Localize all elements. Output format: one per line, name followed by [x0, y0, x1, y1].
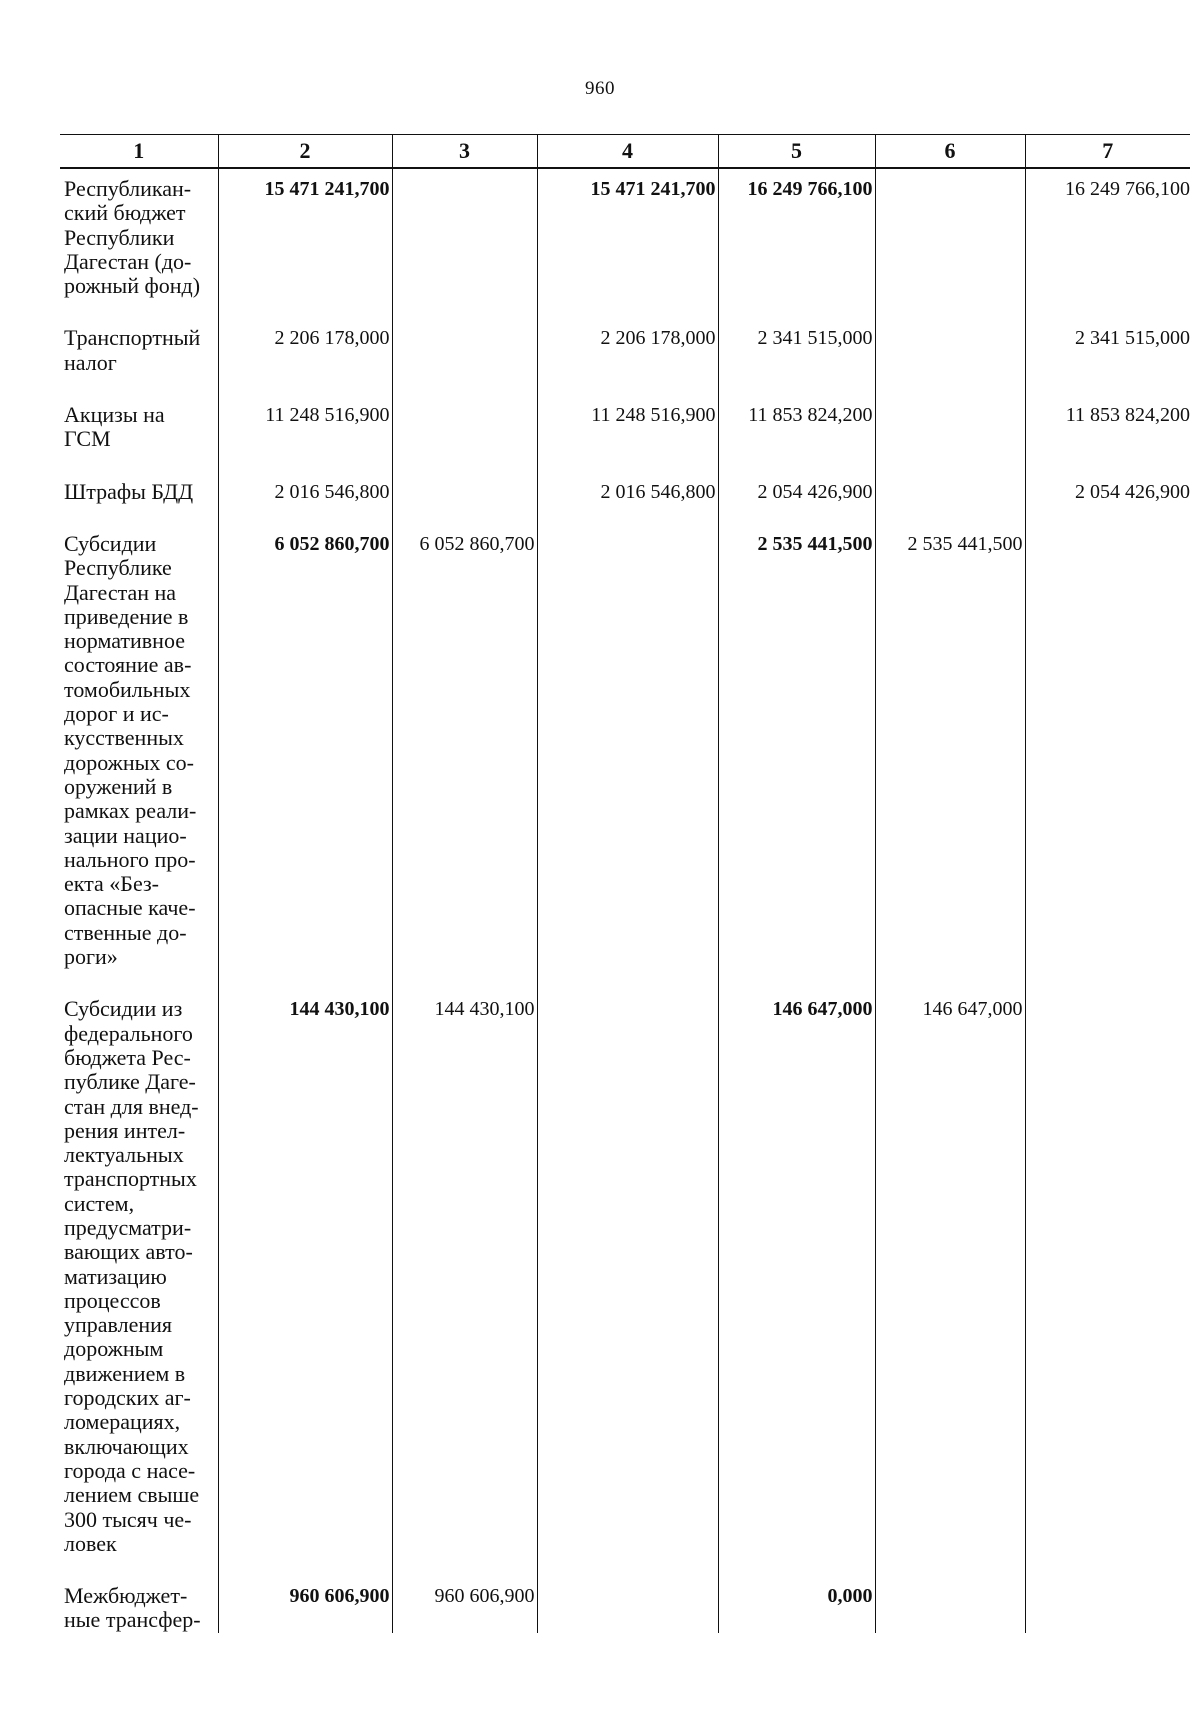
row-label-line: кусственных	[64, 725, 184, 751]
cell-column-6: 2 535 441,500	[875, 524, 1025, 989]
row-label-line: Штрафы БДД	[64, 478, 194, 504]
cell-column-4	[537, 1576, 718, 1633]
cell-column-7: 11 853 824,200	[1025, 395, 1190, 472]
row-label-line: Субсидии	[64, 530, 157, 556]
row-label	[60, 1576, 218, 1633]
row-label	[60, 472, 218, 524]
cell-column-6	[875, 395, 1025, 472]
cell-column-2: 2 206 178,000	[218, 318, 392, 395]
row-label-line: дорожным	[64, 1336, 164, 1362]
row-label-line: публике Даге-	[64, 1069, 196, 1095]
cell-column-5: 146 647,000	[718, 989, 875, 1576]
row-label	[60, 318, 218, 395]
cell-column-2: 2 016 546,800	[218, 472, 392, 524]
row-label-line: ные трансфер-	[64, 1607, 201, 1633]
column-header-5: 5	[718, 135, 875, 169]
cell-column-7: 2 341 515,000	[1025, 318, 1190, 395]
cell-column-3	[392, 395, 537, 472]
row-label-line: Дагестан на	[64, 579, 177, 605]
row-label	[60, 395, 218, 472]
row-label-line: Дагестан (до-	[64, 248, 192, 274]
row-label-line: движением в	[64, 1360, 186, 1386]
row-label-line: включающих	[64, 1433, 189, 1459]
row-label-line: города с насе-	[64, 1457, 196, 1483]
row-label-line: Межбюджет-	[64, 1583, 188, 1609]
cell-column-6: 146 647,000	[875, 989, 1025, 1576]
row-label	[60, 524, 218, 989]
row-label-line: процессов	[64, 1287, 161, 1313]
cell-column-5: 11 853 824,200	[718, 395, 875, 472]
row-label-line: Республикан-	[64, 176, 192, 201]
cell-column-2: 11 248 516,900	[218, 395, 392, 472]
row-label-line: Республике	[64, 555, 172, 581]
row-label-line: транспортных	[64, 1166, 197, 1192]
table-row	[60, 1576, 1190, 1633]
row-label-line: систем,	[64, 1190, 135, 1216]
row-label-line: Акцизы на	[64, 402, 165, 428]
row-label-line: зации нацио-	[64, 822, 187, 848]
cell-column-3: 960 606,900	[392, 1576, 537, 1633]
row-label-line: налог	[64, 349, 117, 375]
cell-column-4: 15 471 241,700	[537, 168, 718, 318]
cell-column-7: 2 054 426,900	[1025, 472, 1190, 524]
row-label-line: ГСМ	[64, 426, 111, 452]
cell-column-6	[875, 318, 1025, 395]
row-label-line: лектуальных	[64, 1142, 184, 1168]
column-header-1: 1	[60, 135, 218, 169]
cell-column-5: 16 249 766,100	[718, 168, 875, 318]
row-label-line: городских аг-	[64, 1385, 191, 1411]
row-label-line: лением свыше	[64, 1482, 200, 1508]
row-label-line: ломерациях,	[64, 1409, 181, 1435]
cell-column-4: 11 248 516,900	[537, 395, 718, 472]
row-label-line: нормативное	[64, 628, 185, 654]
row-label-line: матизацию	[64, 1263, 167, 1289]
table-row	[60, 989, 1190, 1576]
row-label	[60, 168, 218, 318]
table-row	[60, 318, 1190, 395]
cell-column-5: 2 341 515,000	[718, 318, 875, 395]
cell-column-6	[875, 472, 1025, 524]
cell-column-4	[537, 989, 718, 1576]
cell-column-4: 2 016 546,800	[537, 472, 718, 524]
row-label-line: Субсидии из	[64, 996, 183, 1022]
column-header-3: 3	[392, 135, 537, 169]
row-label-line: роги»	[64, 944, 118, 970]
cell-column-5: 0,000	[718, 1576, 875, 1633]
row-label-line: предусматри-	[64, 1214, 192, 1240]
table-row	[60, 395, 1190, 472]
cell-column-4	[537, 524, 718, 989]
cell-column-6	[875, 168, 1025, 318]
row-label-line: ский бюджет	[64, 200, 186, 226]
cell-column-7	[1025, 524, 1190, 989]
row-label-line: екта «Без-	[64, 871, 159, 897]
row-label-line: опасные каче-	[64, 895, 196, 921]
table-body	[60, 168, 1190, 1633]
cell-column-2: 15 471 241,700	[218, 168, 392, 318]
row-label-line: нального про-	[64, 846, 196, 872]
row-label-line: рамках реали-	[64, 798, 197, 824]
column-header-6: 6	[875, 135, 1025, 169]
row-label-line: стан для внед-	[64, 1093, 199, 1119]
column-header-7: 7	[1025, 135, 1190, 169]
budget-table	[60, 134, 1190, 1633]
row-label-line: вающих авто-	[64, 1239, 193, 1265]
cell-column-5: 2 054 426,900	[718, 472, 875, 524]
page-number: 960	[585, 78, 615, 99]
row-label-line: Транспортный	[64, 325, 201, 351]
cell-column-3: 6 052 860,700	[392, 524, 537, 989]
row-label-line: приведение в	[64, 603, 189, 629]
cell-column-2: 144 430,100	[218, 989, 392, 1576]
row-label-line: оружений в	[64, 773, 173, 799]
column-header-4: 4	[537, 135, 718, 169]
cell-column-6	[875, 1576, 1025, 1633]
row-label-line: рения интел-	[64, 1117, 186, 1143]
cell-column-7	[1025, 1576, 1190, 1633]
cell-column-4: 2 206 178,000	[537, 318, 718, 395]
cell-column-3	[392, 472, 537, 524]
row-label	[60, 989, 218, 1576]
row-label-line: Республики	[64, 224, 175, 250]
cell-column-5: 2 535 441,500	[718, 524, 875, 989]
row-label-line: дорожных со-	[64, 749, 194, 775]
row-label-line: ственные до-	[64, 919, 187, 945]
table-row	[60, 524, 1190, 989]
row-label-line: томобильных	[64, 676, 191, 702]
row-label-line: рожный фонд)	[64, 273, 201, 299]
cell-column-2: 960 606,900	[218, 1576, 392, 1633]
cell-column-3	[392, 318, 537, 395]
row-label-line: федерального	[64, 1020, 193, 1046]
row-label-line: дорог и ис-	[64, 701, 169, 727]
cell-column-2: 6 052 860,700	[218, 524, 392, 989]
column-header-2: 2	[218, 135, 392, 169]
cell-column-7: 16 249 766,100	[1025, 168, 1190, 318]
row-label-line: бюджета Рес-	[64, 1044, 191, 1070]
cell-column-3: 144 430,100	[392, 989, 537, 1576]
header-row	[60, 135, 1190, 169]
row-label-line: состояние ав-	[64, 652, 192, 678]
table-row	[60, 472, 1190, 524]
row-label-line: ловек	[64, 1530, 117, 1556]
cell-column-3	[392, 168, 537, 318]
table-row	[60, 168, 1190, 318]
cell-column-7	[1025, 989, 1190, 1576]
row-label-line: 300 тысяч че-	[64, 1506, 192, 1532]
row-label-line: управления	[64, 1312, 173, 1338]
